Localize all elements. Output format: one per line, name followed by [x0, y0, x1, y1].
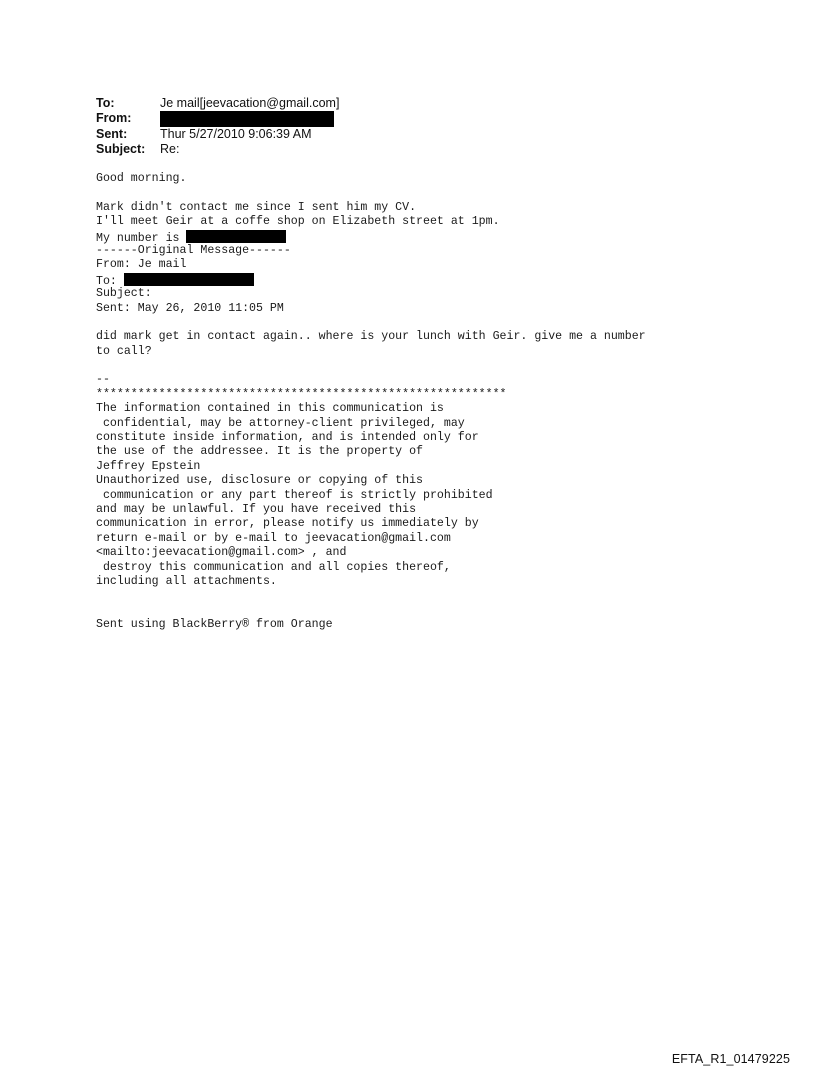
subject-value: Re: [160, 142, 180, 156]
disclaimer-line: Jeffrey Epstein [96, 459, 201, 473]
header-subject-row [96, 142, 339, 157]
number-line [96, 230, 646, 244]
disclaimer-line: the use of the addressee. It is the property of [96, 445, 423, 459]
sent-value: Thur 5/27/2010 9:06:39 AM [160, 127, 312, 141]
disclaimer-line: <mailto:jeevacation@gmail.com> , and [96, 546, 347, 560]
spacer [96, 589, 646, 603]
number-prefix: My number is [96, 231, 187, 245]
original-message-separator: ------Original Message------ [96, 243, 291, 257]
disclaimer-line: confidential, may be attorney-client privileged, may [96, 416, 465, 430]
signature-dash: -- [96, 373, 110, 387]
header-sent-row [96, 127, 339, 142]
email-body [96, 172, 646, 633]
from-label: From: [96, 111, 132, 125]
disclaimer-line: including all attachments. [96, 574, 277, 588]
disclaimer-line: The information contained in this communication is [96, 402, 444, 416]
from-redaction [160, 111, 334, 127]
disclaimer-block [96, 402, 646, 589]
original-to-redaction [124, 273, 254, 286]
original-to-line [96, 273, 646, 287]
greeting: Good morning. [96, 172, 187, 185]
body-line: Mark didn't contact me since I sent him my CV. [96, 200, 417, 214]
email-header [96, 96, 339, 157]
document-id: EFTA_R1_01479225 [671, 1052, 790, 1066]
original-subject: Subject: [96, 287, 152, 301]
asterisk-divider: *********************************************************** [96, 387, 507, 401]
spacer [96, 186, 646, 200]
disclaimer-line: Unauthorized use, disclosure or copying of this [96, 474, 423, 488]
disclaimer-line: communication or any part thereof is strictly prohibited [96, 488, 493, 502]
original-message-line: to call? [96, 344, 152, 358]
subject-label: Subject: [96, 142, 146, 156]
disclaimer-line: destroy this communication and all copies thereof, [96, 560, 451, 574]
to-label: To: [96, 96, 115, 110]
disclaimer-line: and may be unlawful. If you have received this [96, 502, 417, 516]
disclaimer-line: constitute inside information, and is intended only for [96, 431, 479, 445]
disclaimer-line: communication in error, please notify us immediately by [96, 517, 479, 531]
to-value: Je mail[jeevacation@gmail.com] [160, 96, 340, 110]
number-redaction [186, 230, 286, 243]
device-signature: Sent using BlackBerry® from Orange [96, 618, 333, 632]
sent-label: Sent: [96, 127, 128, 141]
header-from-row [96, 111, 339, 127]
original-message-line: did mark get in contact again.. where is your lunch with Geir. give me a number [96, 330, 646, 344]
header-to-row [96, 96, 339, 111]
original-from: From: Je mail [96, 258, 187, 272]
spacer [96, 316, 646, 330]
body-line: I'll meet Geir at a coffe shop on Elizabeth street at 1pm. [96, 215, 500, 229]
spacer [96, 359, 646, 373]
spacer [96, 604, 646, 618]
disclaimer-line: return e-mail or by e-mail to jeevacation@gmail.com [96, 531, 451, 545]
original-to-prefix: To: [96, 274, 124, 288]
original-sent: Sent: May 26, 2010 11:05 PM [96, 301, 284, 315]
